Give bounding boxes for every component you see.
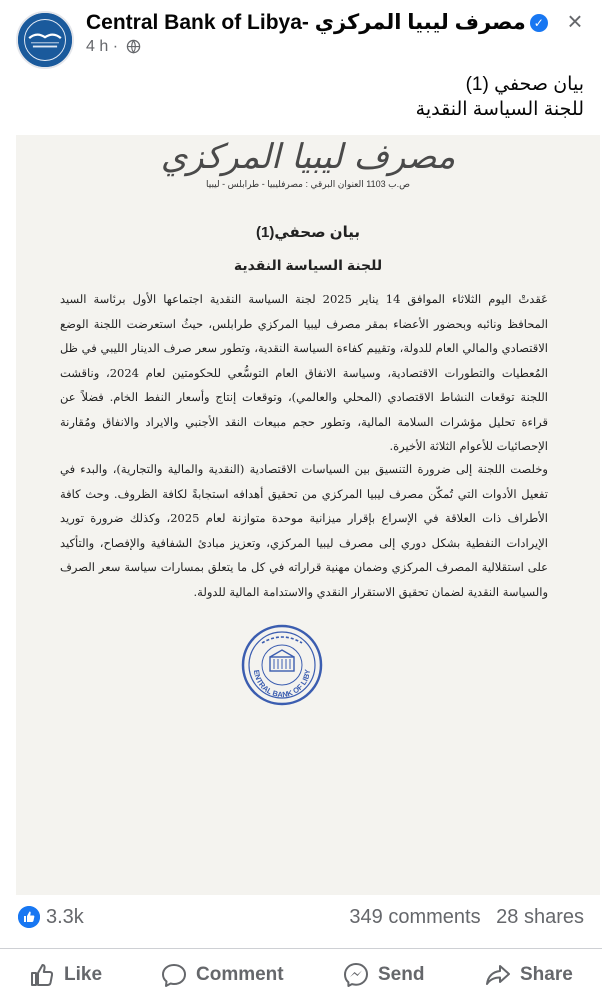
reactions-bar: [0, 900, 602, 940]
like-label: Like: [64, 964, 103, 985]
send-button[interactable]: [342, 959, 424, 991]
like-count[interactable]: 3.3k: [46, 906, 84, 928]
share-label: Share: [520, 964, 573, 985]
comment-label: Comment: [196, 964, 284, 985]
verified-badge-icon: ✓: [530, 14, 548, 32]
post-meta: [86, 38, 141, 59]
comments-count[interactable]: 349 comments: [349, 906, 481, 928]
meta-separator: ·: [112, 38, 119, 55]
send-label: Send: [378, 964, 425, 985]
globe-icon: [126, 39, 141, 59]
post-header: [0, 0, 602, 70]
comment-bubble-icon: [160, 961, 188, 989]
svg-text:CENTRAL BANK OF LIBYA: ENTRAL BANK OF LIBY: [251, 669, 313, 700]
document-paragraph-1: عَقدتْ اليوم الثلاثاء الموافق 14 يناير 2025 لجنة السياسة النقدية اجتماعها الأول برئاسة السيد المحافظ ونائبه وبحضور الأعضاء بمقر مصرف ليبيا المركزي طرابلس، حيثُ استعرضت اللجنة الوضع الاقتصادي والمالي العام للدولة، وتقييم كفاءة السياسة النقدية، وتطور سعر صرف الدينار الليبي في ظل المُعطيات والتطورات الاقتصادية، وسياسة الانفاق العام التوسُّعي للحكومتين لعام 2024، وناقشت اللجنة توقعات النشاط الاقتصادي (المحلي والعالمي)، وتوقعات إنتاج وأسعار النفط الخام. فضلاً عن قراءة تحليل مؤشرات السلامة المالية، وتطور حجم مبيعات النقد الأجنبي والايراد والانفاق ومُقارنة الإحصائيات للأعوام الثلاثة الأخيرة.: [60, 292, 548, 453]
page-avatar[interactable]: [16, 11, 74, 69]
press-release-document: [16, 135, 600, 895]
bank-logo-icon: [18, 13, 72, 67]
comment-button[interactable]: [160, 959, 284, 991]
post-image[interactable]: [16, 135, 600, 895]
page-name-line[interactable]: [86, 10, 548, 35]
letterhead-logo: مصرف ليبيا المركزي: [160, 137, 456, 177]
like-reaction-icon[interactable]: [18, 906, 40, 928]
post-caption: [24, 72, 584, 122]
post-time[interactable]: 4 h: [86, 38, 109, 55]
bank-seal-stamp: [240, 623, 324, 707]
share-arrow-icon: [484, 961, 512, 989]
action-bar: [0, 948, 602, 1000]
letterhead-address: ص.ب 1103 العنوان البرقي : مصرفليبيا - طرابلس - ليبيا: [206, 179, 410, 189]
shares-count[interactable]: 28 shares: [496, 906, 584, 928]
messenger-icon: [342, 961, 370, 989]
document-title: بيان صحفي(1): [256, 224, 360, 241]
caption-line-1: بيان صحفي (1): [465, 74, 584, 95]
caption-line-2: للجنة السياسة النقدية: [415, 99, 584, 120]
like-button[interactable]: [28, 959, 102, 991]
page-name[interactable]: Central Bank of Libya- مصرف ليبيا المركزي: [86, 11, 526, 34]
seal-icon: [240, 623, 324, 707]
close-icon[interactable]: ×: [567, 6, 583, 36]
thumbs-up-icon: [28, 961, 56, 989]
share-button[interactable]: [484, 959, 573, 991]
document-paragraph-2: وخلصت اللجنة إلى ضرورة التنسيق بين السياسات الاقتصادية (النقدية والمالية والتجارية)، والبدء في تفعيل الأدوات التي تُمكّن مصرف ليبيا المركزي من تحقيق أهدافه استجابةً لكافة الظروف. وحث كافة الأطراف ذات العلاقة في الإسراع بإقرار ميزانية موحدة متوازنة لعام 2025، وكذلك ضرورة توريد الإيرادات النفطية بشكل دوري إلى مصرف ليبيا المركزي، وتعزيز مبادئ الشفافية والإفصاح، والتأكيد على استقلالية المصرف المركزي وضمان مهنية قراراته في كل ما يتعلق بمسارات سياسة سعر الصرف والسياسة النقدية لضمان تحقيق الاستقرار النقدي والاستدامة المالية للدولة.: [60, 462, 548, 599]
engagement-stats: [339, 906, 584, 929]
document-subtitle: للجنة السياسة النقدية: [233, 257, 383, 273]
